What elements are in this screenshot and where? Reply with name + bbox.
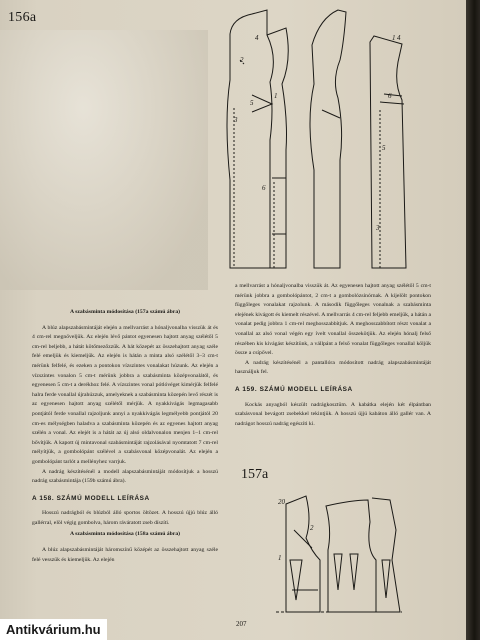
pattern-line — [234, 60, 244, 268]
pattern-line — [252, 95, 272, 112]
pattern-figure-157a — [272, 490, 422, 620]
pattern-line — [380, 94, 404, 104]
figure-number: 4 — [255, 34, 259, 42]
pattern-line — [322, 110, 340, 118]
heading-pattern-157a: A szabásminta módosítása (157a számú ábra) — [69, 309, 181, 315]
section-heading-159: A 159. SZÁMÚ MODELL LEÍRÁSA — [235, 385, 353, 393]
figure-number: 1 — [278, 554, 282, 562]
right-text-column — [235, 282, 431, 429]
paragraph: A nadrág készítésénél a modell alapszabásmintáját módosítjuk a hosszú nadrág szabásmintája (159b számú ábra). — [32, 468, 218, 485]
figure-label-157a: 157a — [241, 467, 269, 482]
paragraph: A blúz alapszabásmintáját háromszínű középét az összehajtott anyag széle felé vesszük és kiemeljük. Az elején — [32, 547, 218, 563]
figure-number: 5 — [382, 144, 386, 152]
left-text-column — [32, 306, 218, 565]
pattern-line — [334, 554, 358, 590]
pattern-line — [310, 10, 346, 268]
faded-photo — [0, 30, 208, 290]
figure-number: 2 — [240, 56, 244, 64]
paragraph: Hosszú nadrágból és blúzból álló sportos öltözet. A hosszú újjú blúz álló gallérral, elöl végig gombolva, három ráváratott zseb díszíti. — [32, 510, 218, 526]
pattern-line — [286, 496, 320, 612]
heading-pattern-158a: A szabásminta módosítása (158a számú ábra) — [69, 531, 181, 538]
figure-number: 20 — [278, 498, 285, 506]
figure-number: 1 — [392, 34, 396, 42]
page-number: 156a — [8, 10, 37, 25]
figure-number: 6 — [262, 184, 266, 192]
paragraph: a mellvarrást a hónaljvonalba visszük át. Az egyenesen hajtott anyag szélétől 5 cm-t mérünk jobbra a gombolópántot, 2 cm-t a gombolózsinórnak. A kijelölt pontokon függőleges vonalakat rajzolunk. A második függőleges vonalnak a szabásminta elejének kivágott és kiemelt részével. A mellvarrás 4 cm-rel feljebb emeljük, a hátán a vonalat pedig jobbra 1 cm-rel meghosszabbítjuk. A meghosszabbított részt vonalat a vonallal az alsó vonal végén egy ívelt vonallal összekötjük. Az elején hónalj felső részében kis kivágást készítünk, a vállpánt a felső vonalat függőleges vonallal köljük össze a csípővel. — [235, 283, 431, 357]
book-spine — [466, 0, 480, 640]
pattern-line — [382, 560, 390, 598]
figure-number: 3 — [376, 224, 380, 232]
pattern-line — [370, 36, 406, 268]
folio-number: 207 — [236, 620, 247, 628]
figure-number: 4 — [397, 34, 401, 42]
paragraph: A nadrág készítésénél a pantallóra módosított nadrág alapszabásmintáját használjuk fel. — [235, 359, 431, 376]
figure-number: 2 — [310, 524, 314, 532]
pattern-line — [290, 560, 302, 600]
watermark-logo: Antikvárium.hu — [0, 619, 107, 640]
paragraph: Kockás anyagból készült nadrágkosztüm. A kabátka elején két élpántban szabásvonal bevágott zsebekkel tekintjük. A hosszú újjú kabáton álló gallér van. A nadrágot hosszú nadrág egészíti ki. — [235, 401, 431, 427]
pattern-line — [326, 500, 376, 612]
paragraph: A blúz alapszabásmintáját elején a mellvarrást a hónaljvonalba visszük át és 4 cm-rel megnöveljük. Az elején lévő pántot egyenesen hajtott anyag szélétől 5 cm-rel beljebb, a hátát kötőmezőzzük. A hát közepét az összehajtott anyag széle felé emeljük és kiemeljük. Az elején is hátán a minta alsó szélétől 3–3 cm-t mérünk felfelé, és ezeken a pontokon vízszintes vonalakat húzunk. Az elején a vízszintes vonalon 5 cm-t mérünk jobbra a szabásminta középvonalától, és egyenesen 5 cm-t a derékhoz felé. A vízszintes vonal pótlóvéget kimérjük felfelé halra ferde vonallal újrahúzzuk, amelyeknek a szabásminta közepén levő részét is az egyenesen hajtott anyag szélétől mérjük. A nyakkivágás legmagasabb pontjától ferde vonallal rajzoljunk annyi a nyakkivágás legmélyebb pontjától 20 cm-es mélységben haladva a szabásminta közepén és az egyenes hajtott anyag szélén a vonal. Az elejét is a hátát az új alsó oldalvonalon menjen 1–1 cm-rel bővítjük. A kapott új mintavonal szabásmintáját rajzolásával nyomtatott 7 cm-rel mélyítjük, a gombolópánt szélével a szabásvonal középvonalát. Az elején a gombolópánt tarlót a mellényhez varrjuk. — [32, 324, 218, 465]
section-heading-158: A 158. SZÁMÚ MODELL LEÍRÁSA — [32, 494, 150, 502]
figure-number: 6 — [388, 92, 392, 100]
figure-number: 5 — [250, 99, 254, 107]
pattern-figure-156a — [222, 0, 432, 280]
figure-number: 1 — [274, 92, 278, 100]
figure-number: 3 — [234, 116, 238, 124]
